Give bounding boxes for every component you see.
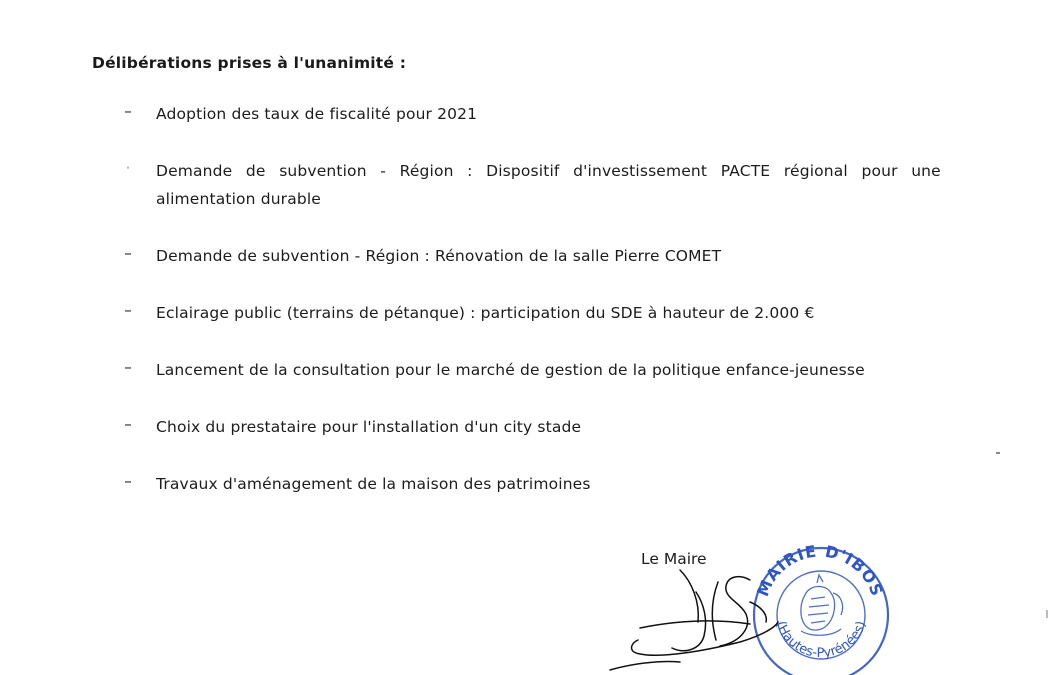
word: une bbox=[911, 162, 941, 180]
word: Dispositif bbox=[486, 162, 560, 180]
word: régional bbox=[783, 162, 848, 180]
list-item-text: Eclairage public (terrains de pétanque) : participation du SDE à hauteur de 2.000 € bbox=[156, 304, 815, 322]
word: subvention bbox=[279, 162, 367, 180]
list-bullet: – bbox=[124, 472, 132, 490]
list-bullet: – bbox=[124, 301, 132, 319]
signer-title: Le Maire bbox=[641, 550, 707, 568]
stamp-bottom-text: (Hautes-Pyrénées) bbox=[772, 619, 870, 662]
list-bullet: – bbox=[124, 102, 132, 120]
list-item-line bbox=[156, 157, 941, 185]
word: Région bbox=[399, 162, 454, 180]
list-item-text: Lancement de la consultation pour le marché de gestion de la politique enfance-jeunesse bbox=[156, 361, 865, 379]
list-bullet: – bbox=[124, 244, 132, 262]
deliberations-heading: Délibérations prises à l'unanimité : bbox=[92, 54, 407, 72]
list-item-line: alimentation durable bbox=[156, 190, 321, 208]
word: pour bbox=[861, 162, 898, 180]
word: Demande bbox=[156, 162, 233, 180]
list-item-text: Choix du prestataire pour l'installation d'un city stade bbox=[156, 418, 582, 436]
list-bullet: · bbox=[125, 159, 131, 177]
list-item-text: Demande de subvention - Région : Rénovation de la salle Pierre COMET bbox=[156, 247, 722, 265]
scan-speck bbox=[996, 452, 1000, 454]
list-item-text: Adoption des taux de fiscalité pour 2021 bbox=[156, 105, 478, 123]
word: : bbox=[467, 162, 473, 180]
word: de bbox=[245, 162, 266, 180]
stamp-top-text: MAIRIE D'IBOS bbox=[753, 541, 887, 600]
word: PACTE bbox=[720, 162, 771, 180]
mayor-signature bbox=[600, 562, 780, 675]
list-bullet: – bbox=[124, 358, 132, 376]
word: d'investissement bbox=[573, 162, 708, 180]
list-bullet: – bbox=[124, 415, 132, 433]
word: - bbox=[380, 162, 387, 180]
stamp-emblem bbox=[801, 575, 843, 635]
list-item-text: Travaux d'aménagement de la maison des patrimoines bbox=[156, 475, 591, 493]
list-item-text bbox=[156, 157, 941, 213]
scan-edge-mark bbox=[1046, 610, 1048, 618]
